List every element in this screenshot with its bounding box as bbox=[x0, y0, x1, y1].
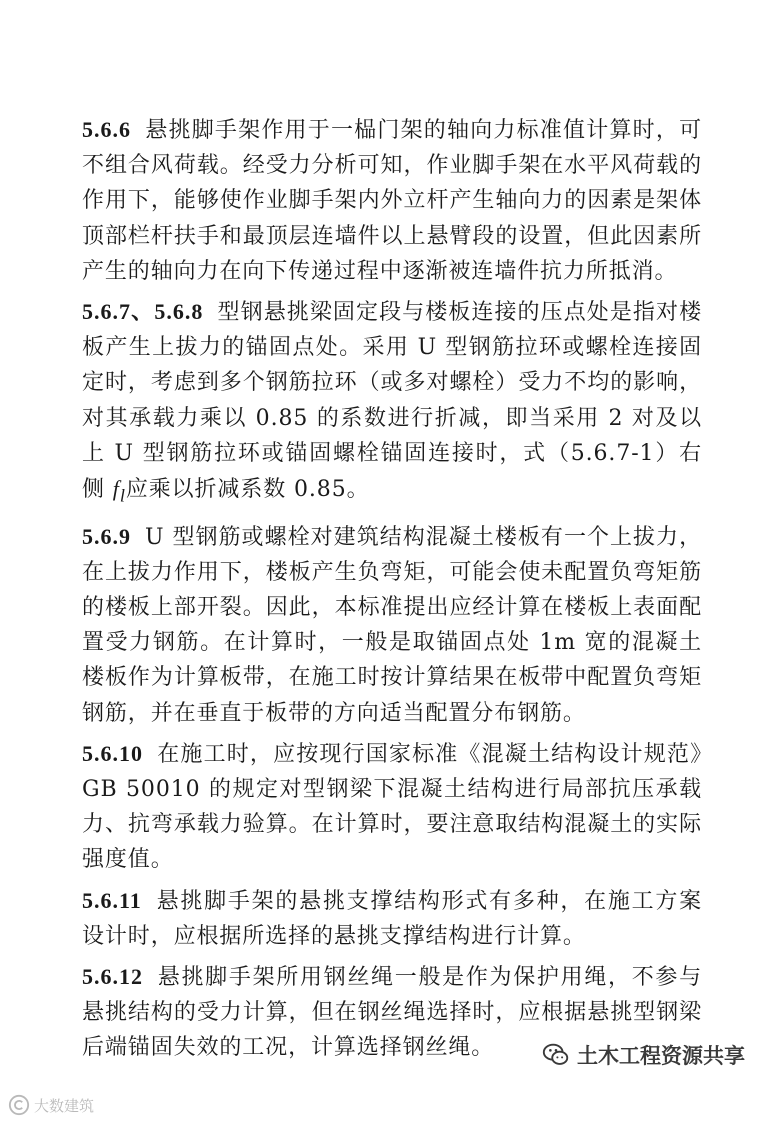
wechat-icon bbox=[541, 1040, 571, 1070]
corner-watermark bbox=[8, 1094, 94, 1116]
paragraph-text: 悬挑脚手架的悬挑支撑结构形式有多种，在施工方案设计时，应根据所选择的悬挑支撑结构进行计算。 bbox=[82, 888, 702, 949]
paragraph-5-6-10 bbox=[82, 736, 702, 878]
paragraph-text: U 型钢筋或螺栓对建筑结构混凝土楼板有一个上拔力，在上拔力作用下，楼板产生负弯矩，可能会使未配置负弯矩筋的楼板上部开裂。因此，本标准提出应经计算在楼板上表面配置受力钢筋。在计算时，一般是取锚固点处 1m 宽的混凝土楼板作为计算板带，在施工时按计算结果在板带中配置负弯矩钢筋，并在垂直于板带的方向适当配置分布钢筋。 bbox=[82, 524, 702, 726]
clause-number: 5.6.10 bbox=[82, 740, 143, 766]
clause-number: 5.6.11 bbox=[82, 887, 142, 913]
paragraph-text: 悬挑脚手架所用钢丝绳一般是作为保护用绳，不参与悬挑结构的受力计算，但在钢丝绳选择时，应根据悬挑型钢梁后端锚固失效的工况，计算选择钢丝绳。 bbox=[82, 965, 702, 1061]
clause-number: 5.6.7、5.6.8 bbox=[82, 299, 204, 325]
formula-symbol bbox=[112, 476, 126, 506]
document-body bbox=[82, 112, 702, 1071]
copyright-icon bbox=[8, 1094, 30, 1116]
wechat-watermark bbox=[541, 1040, 745, 1070]
paragraph-5-6-6 bbox=[82, 112, 702, 289]
paragraph-text: 在施工时，应按现行国家标准《混凝土结构设计规范》GB 50010 的规定对型钢梁下混凝土结构进行局部抗压承载力、抗弯承载力验算。在计算时，要注意取结构混凝土的实际强度值。 bbox=[82, 741, 702, 873]
paragraph-text-tail: 应乘以折减系数 0.85。 bbox=[125, 477, 370, 503]
symbol-subscript: l bbox=[119, 485, 126, 506]
paragraph-text: 悬挑脚手架作用于一榀门架的轴向力标准值计算时，可不组合风荷载。经受力分析可知，作业脚手架在水平风荷载的作用下，能够使作业脚手架内外立杆产生轴向力的因素是架体顶部栏杆扶手和最顶层连墙件以上悬臂段的设置，但此因素所产生的轴向力在向下传递过程中逐渐被连墙件抗力所抵消。 bbox=[82, 118, 702, 284]
watermark-label: 土木工程资源共享 bbox=[577, 1044, 745, 1068]
clause-number: 5.6.12 bbox=[82, 964, 143, 990]
corner-label: 大数建筑 bbox=[34, 1096, 95, 1115]
paragraph-5-6-7-8 bbox=[82, 294, 702, 514]
paragraph-5-6-9 bbox=[82, 519, 702, 731]
symbol-f: f bbox=[112, 476, 120, 502]
paragraph-text: 型钢悬挑梁固定段与楼板连接的压点处是指对楼板产生上拔力的锚固点处。采用 U 型钢筋拉环或螺栓连接固定时，考虑到多个钢筋拉环（或多对螺栓）受力不均的影响，对其承载力乘以 0.85 的系数进行折减，即当采用 2 对及以上 U 型钢筋拉环或锚固螺栓锚固连接时，式（5.6.7-1）右侧 bbox=[82, 300, 702, 503]
clause-number: 5.6.6 bbox=[82, 117, 131, 142]
clause-number: 5.6.9 bbox=[82, 523, 131, 549]
paragraph-5-6-11 bbox=[82, 883, 702, 954]
